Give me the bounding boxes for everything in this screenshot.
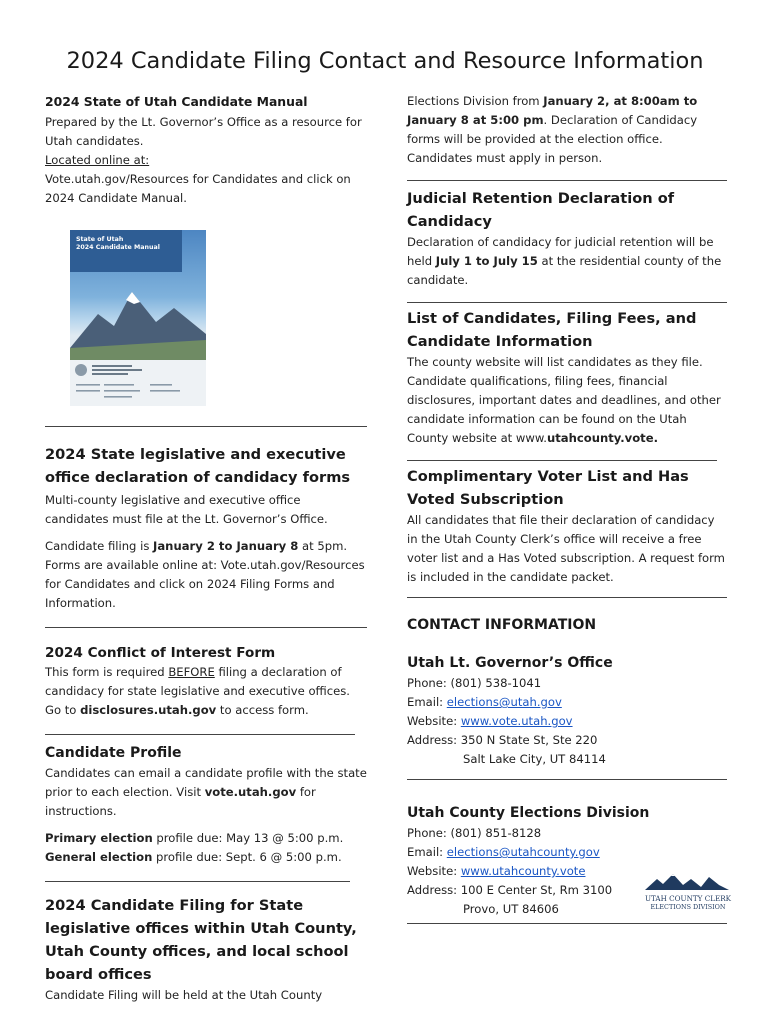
divider [407, 302, 727, 303]
manual-path: Vote.utah.gov/Resources for Candidates and click on 2024 Candidate Manual. [45, 172, 351, 205]
filing-period-text: Elections Division from January 2, at 8:00am to January 8 at 5:00 pm. Declaration of Candidacy forms will be provided at the election office. Candidates must apply in person. [407, 94, 698, 165]
logo-line-2: ELECTIONS DIVISION [650, 903, 726, 911]
voter-list-text: All candidates that file their declaration of candidacy in the Utah County Clerk’s office will receive a free voter list and a Has Voted subscription. A request form is included in the candidate packet. [407, 513, 725, 584]
cover-title-block [70, 230, 182, 272]
county-filing-heading: 2024 Candidate Filing for State legislative offices within Utah County, Utah County offices, and local school board offices [45, 897, 357, 983]
ltgov-email-line: Email: elections@utah.gov [407, 695, 562, 709]
judicial-text: Declaration of candidacy for judicial retention will be held July 1 to July 15 at the residential county of the candidate. [407, 235, 722, 287]
divider [45, 627, 367, 628]
right-column [407, 92, 732, 924]
county-filing-text: Candidate Filing will be held at the Utah County [45, 988, 323, 1002]
primary-election-due: Primary election profile due: May 13 @ 5:00 p.m. [45, 831, 344, 845]
legislative-text: Multi-county legislative and executive office candidates must file at the Lt. Governor’s Office. [45, 493, 328, 526]
divider [407, 923, 727, 924]
divider [407, 180, 727, 181]
ltgov-address-city: Salt Lake City, UT 84114 [463, 752, 606, 766]
judicial-heading: Judicial Retention Declaration of Candidacy [407, 190, 675, 230]
candidate-list-heading: List of Candidates, Filing Fees, and Candidate Information [407, 310, 697, 350]
manual-located: Located online at: [45, 153, 150, 167]
county-email-line: Email: elections@utahcounty.gov [407, 845, 600, 859]
divider [45, 426, 367, 427]
county-heading: Utah County Elections Division [407, 805, 650, 821]
conflict-text: This form is required BEFORE filing a declaration of candidacy for state legislative and executive offices. Go to disclosures.utah.gov to access form. [45, 665, 350, 717]
general-election-due: General election profile due: Sept. 6 @ 5:00 p.m. [45, 850, 342, 864]
cover-footer [70, 360, 206, 406]
profile-heading: Candidate Profile [45, 745, 182, 761]
county-address-block [407, 881, 732, 919]
county-address-city: Provo, UT 84606 [463, 902, 559, 916]
county-website-line: Website: www.utahcounty.vote [407, 864, 586, 878]
conflict-heading: 2024 Conflict of Interest Form [45, 645, 276, 661]
divider [45, 881, 350, 882]
voter-list-heading: Complimentary Voter List and Has Voted Subscription [407, 468, 689, 508]
divider [407, 779, 727, 780]
cover-footer-lines [70, 360, 206, 406]
ltgov-phone: Phone: (801) 538-1041 [407, 676, 542, 690]
document-title: 2024 Candidate Filing Contact and Resource Information [66, 48, 704, 74]
county-phone: Phone: (801) 851-8128 [407, 826, 542, 840]
ltgov-email-link[interactable]: elections@utah.gov [446, 695, 562, 709]
contact-heading: CONTACT INFORMATION [407, 617, 597, 633]
divider [45, 734, 355, 735]
ltgov-address: Address: 350 N State St, Ste 220 [407, 733, 598, 747]
county-address: Address: 100 E Center St, Rm 3100 [407, 883, 613, 897]
ltgov-website-link[interactable]: www.vote.utah.gov [460, 714, 573, 728]
manual-heading: 2024 State of Utah Candidate Manual [45, 94, 308, 109]
candidate-list-text: The county website will list candidates as they file. Candidate qualifications, filing fees, financial disclosures, important dates and deadlines, and other candidate information can be found on the Utah County website at www.utahcounty.vote. [407, 355, 721, 445]
ltgov-heading: Utah Lt. Governor’s Office [407, 655, 613, 671]
ltgov-website-line: Website: www.vote.utah.gov [407, 714, 573, 728]
divider [407, 460, 717, 461]
county-email-link[interactable]: elections@utahcounty.gov [446, 845, 600, 859]
county-website-link[interactable]: www.utahcounty.vote [460, 864, 586, 878]
left-column [45, 92, 367, 1005]
legislative-heading: 2024 State legislative and executive office declaration of candidacy forms [45, 446, 351, 486]
mountain-logo-icon [643, 873, 731, 891]
logo-line-1: UTAH COUNTY CLERK [644, 894, 732, 903]
legislative-filing-text: Candidate filing is January 2 to January 8 at 5pm. Forms are available online at: Vote.utah.gov/Resources for Candidates and click on 2024 Filing Forms and Information. [45, 539, 365, 610]
utah-county-clerk-logo [643, 873, 733, 911]
profile-text: Candidates can email a candidate profile with the state prior to each election. Visit vote.utah.gov for instructions. [45, 766, 367, 818]
divider [407, 597, 727, 598]
candidate-manual-cover-image [70, 230, 206, 406]
manual-text: Prepared by the Lt. Governor’s Office as a resource for Utah candidates. [45, 115, 362, 148]
cover-title: State of Utah 2024 Candidate Manual [76, 236, 160, 251]
